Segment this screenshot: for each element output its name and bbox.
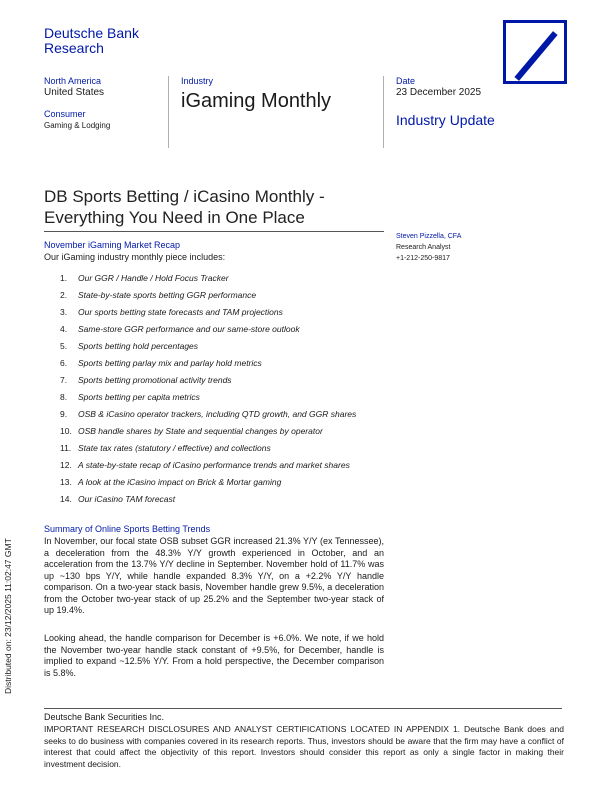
industry-title: iGaming Monthly xyxy=(181,90,332,112)
list-item-text: State tax rates (statutory / effective) and collections xyxy=(78,443,271,453)
report-headline: DB Sports Betting / iCasino Monthly - Everything You Need in One Place xyxy=(44,187,325,227)
list-item-number: 6. xyxy=(60,358,68,368)
brand-line-1: Deutsche Bank xyxy=(44,25,139,41)
list-item-text: Sports betting per capita metrics xyxy=(78,392,200,402)
list-item-text: A look at the iCasino impact on Brick & Mortar gaming xyxy=(78,477,282,487)
analyst-block xyxy=(396,232,461,264)
list-item-text: OSB & iCasino operator trackers, including QTD growth, and GGR shares xyxy=(78,409,357,419)
brand-name xyxy=(44,26,139,56)
list-item-number: 13. xyxy=(60,477,72,487)
meta-industry-column xyxy=(181,76,331,113)
column-divider-2 xyxy=(383,76,384,148)
list-item-text: State-by-state sports betting GGR performance xyxy=(78,290,257,300)
recap-heading: November iGaming Market Recap xyxy=(44,240,181,250)
list-item-number: 8. xyxy=(60,392,68,402)
list-item xyxy=(60,341,390,358)
list-item xyxy=(60,443,390,460)
region-value: United States xyxy=(44,87,105,98)
list-item xyxy=(60,307,390,324)
list-item xyxy=(60,477,390,494)
list-item-number: 2. xyxy=(60,290,68,300)
list-item-text: A state-by-state recap of iCasino performance trends and market shares xyxy=(78,460,350,470)
analyst-phone: +1-212-250-9817 xyxy=(396,255,450,262)
date-label: Date xyxy=(396,76,416,86)
list-item-text: OSB handle shares by State and sequential changes by operator xyxy=(78,426,323,436)
date-value: 23 December 2025 xyxy=(396,87,482,98)
brand-line-2: Research xyxy=(44,40,104,56)
list-item-number: 12. xyxy=(60,460,72,470)
footer-company: Deutsche Bank Securities Inc. xyxy=(44,712,165,722)
list-item-number: 1. xyxy=(60,273,68,283)
footer-disclaimer: IMPORTANT RESEARCH DISCLOSURES AND ANALYST CERTIFICATIONS LOCATED IN APPENDIX 1. Deutsche Bank does and seeks to do business with companies covered in its research reports. Thus, investors should be aware that the firm may have a conflict of interest that could affect the objectivity of this report. Investors should consider this report as only a single factor in making their investment decision. xyxy=(44,724,564,769)
list-item-number: 4. xyxy=(60,324,68,334)
list-item xyxy=(60,290,390,307)
list-item-number: 5. xyxy=(60,341,68,351)
industry-label: Industry xyxy=(181,76,214,86)
list-item-number: 3. xyxy=(60,307,68,317)
list-item-text: Sports betting hold percentages xyxy=(78,341,199,351)
list-item xyxy=(60,460,390,477)
list-item xyxy=(60,324,390,341)
analyst-title: Research Analyst xyxy=(396,244,451,251)
meta-region-column xyxy=(44,76,110,132)
list-item xyxy=(60,375,390,392)
list-item xyxy=(60,358,390,375)
list-item-number: 10. xyxy=(60,426,72,436)
footer-divider xyxy=(44,708,562,709)
distribution-stamp: Distributed on: 23/12/2025 11:02:47 GMT xyxy=(3,538,13,694)
recap-list xyxy=(60,273,390,511)
list-item xyxy=(60,392,390,409)
list-item-text: Sports betting parlay mix and parlay hold metrics xyxy=(78,358,262,368)
list-item-number: 11. xyxy=(60,443,72,453)
list-item xyxy=(60,273,390,290)
report-type: Industry Update xyxy=(396,112,495,128)
list-item-number: 7. xyxy=(60,375,68,385)
list-item-text: Sports betting promotional activity trends xyxy=(78,375,232,385)
list-item xyxy=(60,494,390,511)
sector-label: Consumer xyxy=(44,109,86,119)
list-item-number: 14. xyxy=(60,494,72,504)
logo-slash xyxy=(514,31,557,81)
list-item xyxy=(60,426,390,443)
region-label: North America xyxy=(44,76,102,86)
meta-date-column xyxy=(396,76,495,129)
analyst-name[interactable]: Steven Pizzella, CFA xyxy=(396,233,462,240)
list-item-text: Our iCasino TAM forecast xyxy=(78,494,176,504)
deutsche-bank-logo-icon xyxy=(503,20,567,84)
summary-paragraph-1: In November, our focal state OSB subset GGR increased 21.3% Y/Y (ex Tennessee), a deceleration from the 48.3% Y/Y growth experienced in October, and an acceleration from the 13.7% Y/Y decline in September. November hold of 11.7% was up ~130 bps Y/Y, while handle expanded 8.3% Y/Y, on a +2.2% Y/Y handle comparison. On a two-year stack basis, November handle grew 9.5%, a deceleration from the October two-year stack of up 25.2% and the September two-year stack of up 19.4%. xyxy=(44,536,384,615)
list-item-text: Same-store GGR performance and our same-store outlook xyxy=(78,324,300,334)
summary-heading: Summary of Online Sports Betting Trends xyxy=(44,524,211,534)
list-item-number: 9. xyxy=(60,409,68,419)
list-item xyxy=(60,409,390,426)
list-item-text: Our sports betting state forecasts and TAM projections xyxy=(78,307,283,317)
recap-intro: Our iGaming industry monthly piece includes: xyxy=(44,252,226,262)
column-divider-1 xyxy=(168,76,169,148)
summary-paragraph-2: Looking ahead, the handle comparison for December is +6.0%. We note, if we hold the November two-year handle stack constant of +9.5%, for December, handle is implied to expand ~12.5% Y/Y. From a hold perspective, the December comparison is 5.8%. xyxy=(44,633,384,678)
headline-divider xyxy=(44,231,384,232)
sector-value: Gaming & Lodging xyxy=(44,121,111,130)
list-item-text: Our GGR / Handle / Hold Focus Tracker xyxy=(78,273,229,283)
